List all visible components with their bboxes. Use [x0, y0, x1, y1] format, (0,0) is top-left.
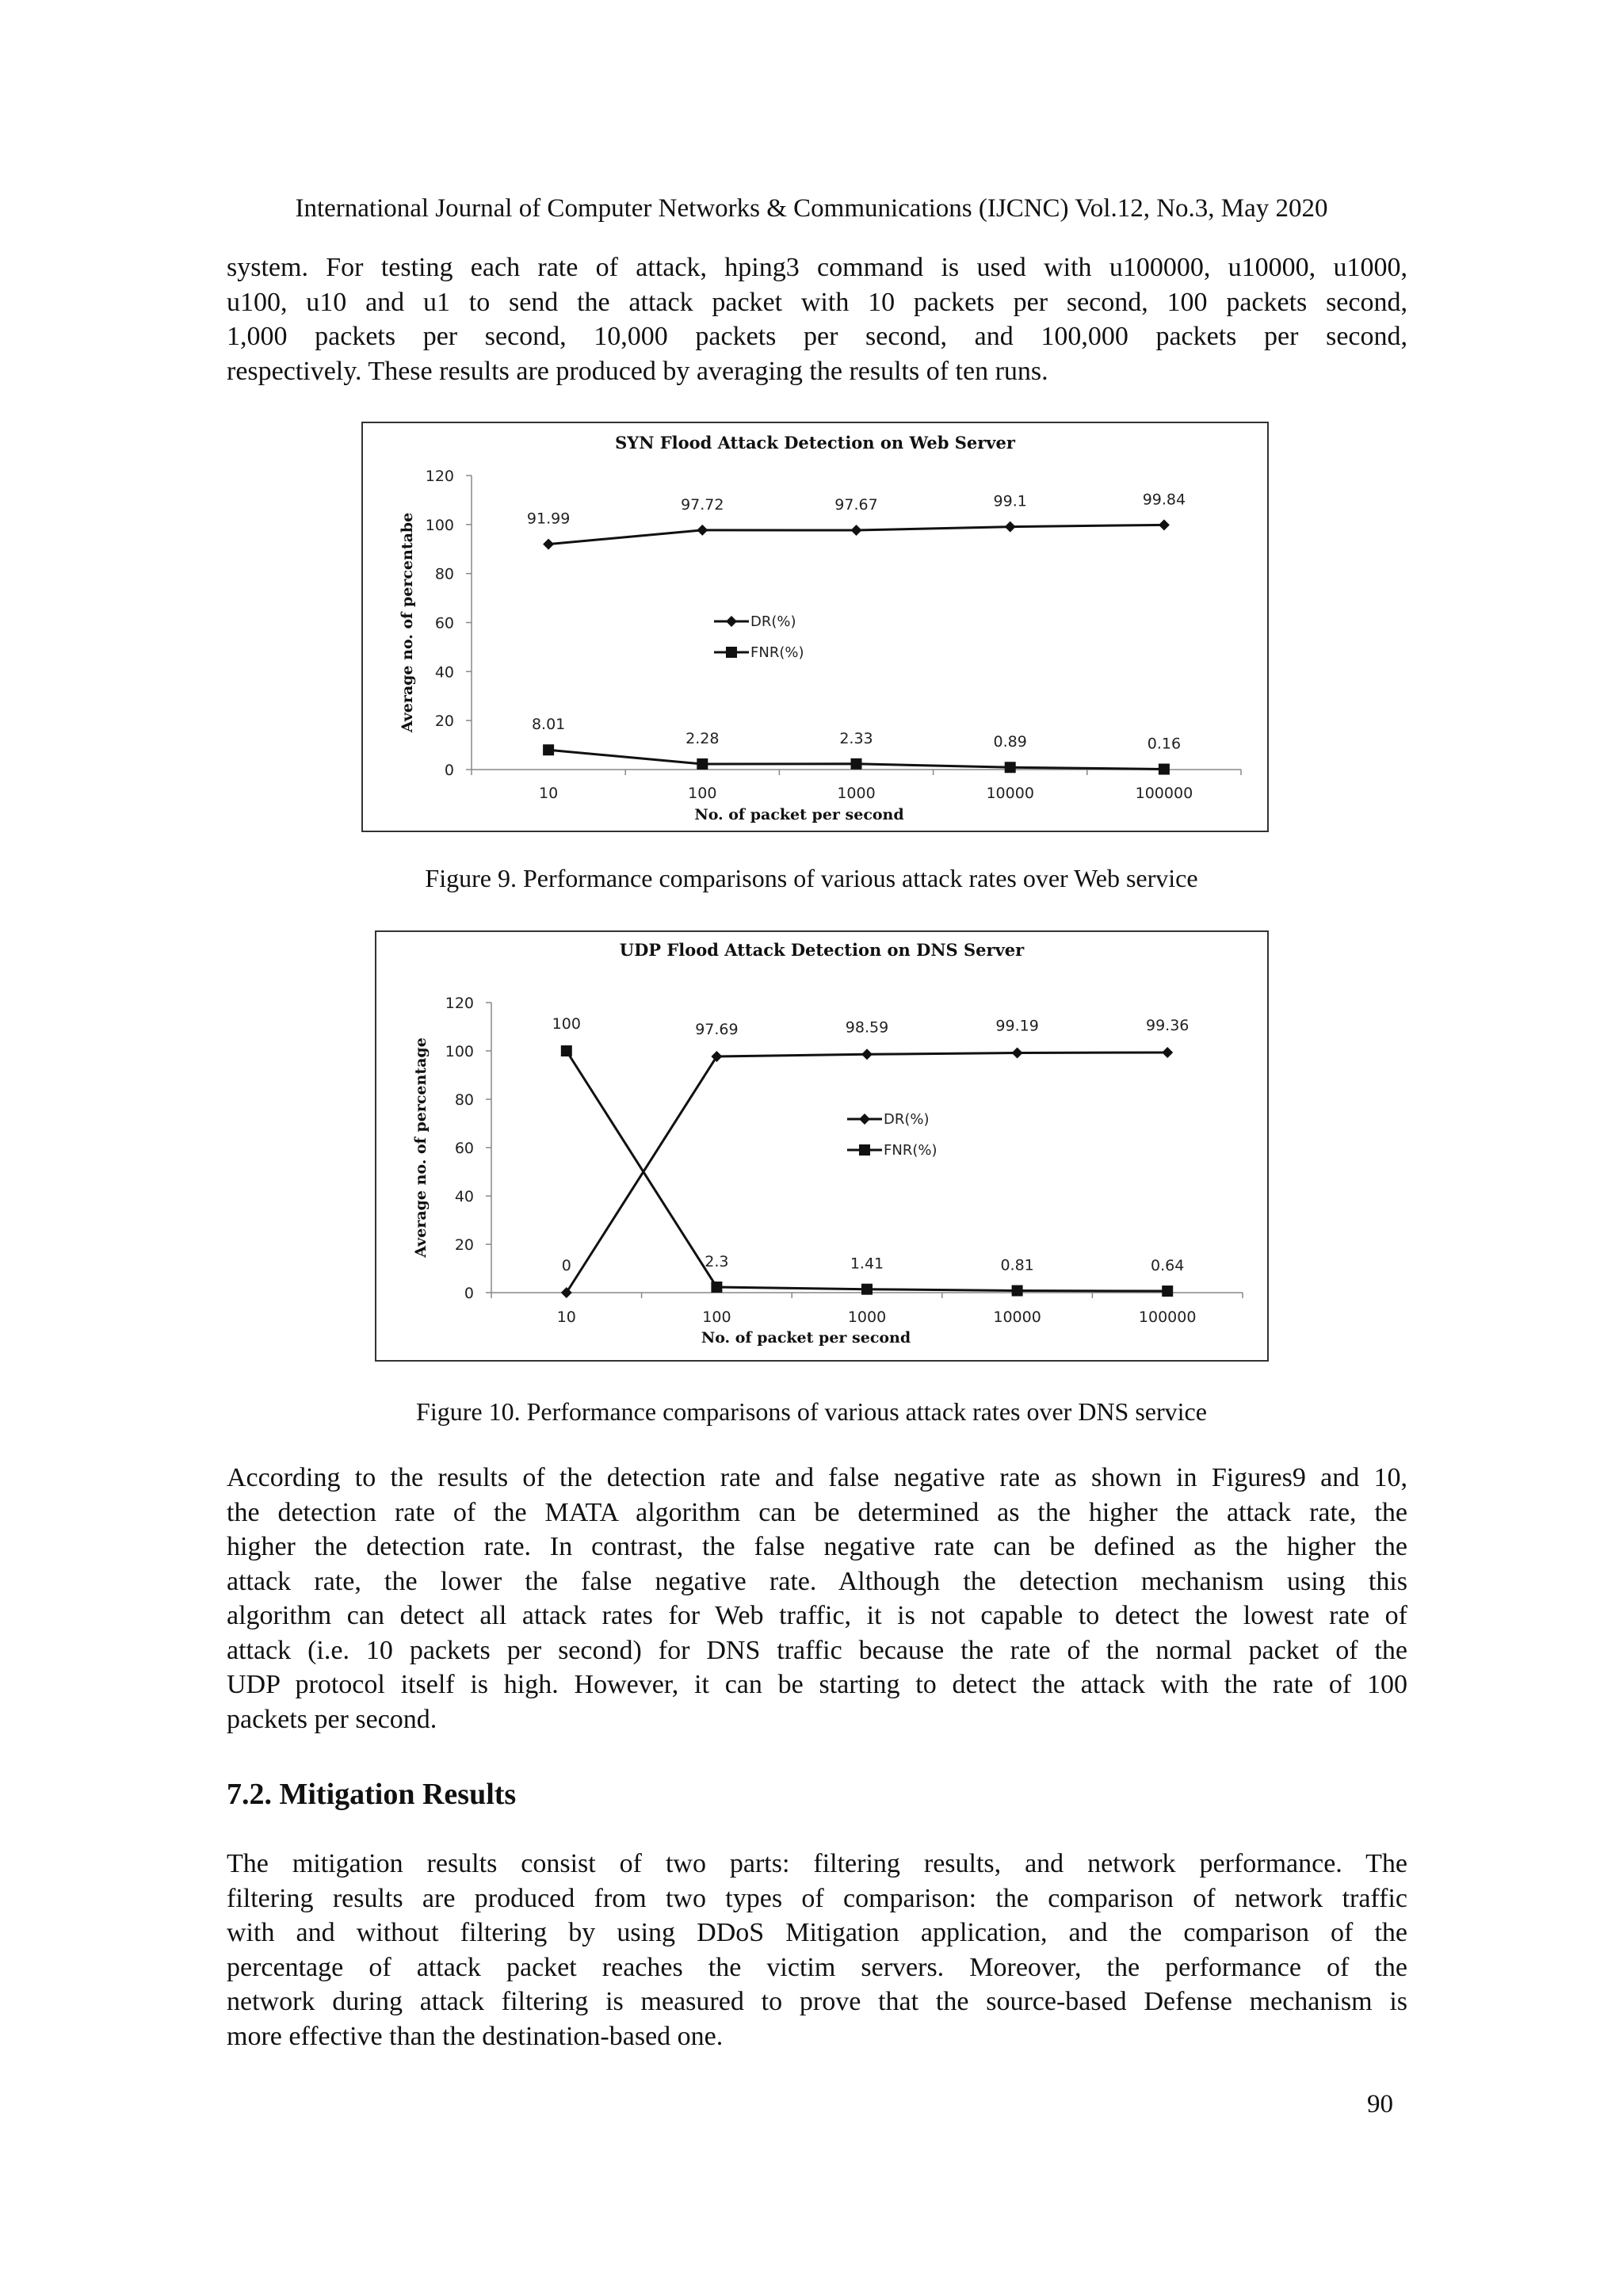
legend-marker [859, 1114, 870, 1125]
intro-line: respectively. These results are produced by averaging the results of ten runs. [227, 356, 1048, 386]
section-heading: 7.2. Mitigation Results [227, 1778, 517, 1811]
data-label: 99.19 [995, 1017, 1039, 1035]
dr-point [851, 525, 862, 536]
data-label: 98.59 [845, 1018, 889, 1037]
figure-10-caption: Figure 10. Performance comparisons of various attack rates over DNS service [416, 1397, 1207, 1426]
mitigation-line: network during attack filtering is measured to prove that the source-based Defense mechanism is [227, 1987, 1407, 2016]
data-label: 2.33 [839, 729, 873, 747]
chart-title: SYN Flood Attack Detection on Web Server [615, 433, 1015, 453]
x-axis-label: No. of packet per second [694, 806, 904, 823]
data-label: 91.99 [526, 510, 571, 528]
journal-header: International Journal of Computer Networks & Communications (IJCNC) Vol.12, No.3, May 2020 [295, 194, 1328, 223]
dr-point [697, 525, 708, 536]
figure-9-chart [361, 422, 1269, 832]
mitigation-line: with and without filtering by using DDoS Mitigation application, and the comparison of the [227, 1918, 1407, 1947]
figure-9-caption: Figure 9. Performance comparisons of various attack rates over Web service [425, 864, 1198, 892]
intro-line: 1,000 packets per second, 10,000 packets per second, and 100,000 packets per second, [227, 322, 1407, 351]
data-label: 99.84 [1142, 491, 1186, 509]
intro-line: u100, u10 and u1 to send the attack packet with 10 packets per second, 100 packets second, [227, 287, 1407, 317]
mitigation-paragraph [227, 1847, 1407, 2053]
legend-marker [726, 616, 737, 627]
y-tick-label: 20 [434, 712, 454, 731]
x-tick-label: 10 [556, 1308, 576, 1326]
data-label: 99.36 [1145, 1016, 1190, 1034]
results-line: attack rate, the lower the false negative rate. Although the detection mechanism using this [227, 1566, 1407, 1596]
data-label: 100 [552, 1015, 581, 1033]
x-tick-label: 100 [702, 1308, 731, 1326]
fnr-point [697, 758, 708, 770]
data-label: 8.01 [531, 716, 566, 734]
legend-label: FNR(%) [884, 1142, 938, 1159]
legend-label: DR(%) [750, 613, 796, 630]
dr-point [1162, 1047, 1173, 1058]
dr-point [711, 1051, 722, 1062]
results-line: packets per second. [227, 1704, 437, 1734]
results-paragraph [227, 1461, 1407, 1736]
results-line: According to the results of the detection rate and false negative rate as shown in Figures9 and 10, [227, 1463, 1407, 1492]
mitigation-line: more effective than the destination-based one. [227, 2021, 724, 2051]
fnr-point [711, 1282, 722, 1293]
results-line: UDP protocol itself is high. However, it can be starting to detect the attack with the rate of 100 [227, 1670, 1407, 1699]
x-tick-label: 1000 [837, 785, 876, 802]
data-label: 2.3 [705, 1252, 729, 1270]
data-label: 0.16 [1147, 735, 1182, 753]
fnr-point [851, 758, 862, 770]
fnr-point [861, 1284, 873, 1295]
mitigation-line: filtering results are produced from two types of comparison: the comparison of network traffic [227, 1883, 1407, 1913]
intro-paragraph [227, 250, 1407, 388]
x-tick-label: 10000 [993, 1308, 1041, 1326]
fnr-point [543, 744, 554, 755]
x-tick-label: 10000 [986, 785, 1034, 802]
data-label: 97.72 [681, 495, 724, 514]
results-line: the detection rate of the MATA algorithm can be determined as the higher the attack rate, the [227, 1497, 1407, 1527]
data-label: 0.81 [1000, 1256, 1034, 1274]
dr-point [543, 539, 554, 550]
y-tick-label: 120 [445, 995, 474, 1012]
results-line: attack (i.e. 10 packets per second) for DNS traffic because the rate of the normal packet of the [227, 1635, 1407, 1665]
fnr-point [1005, 762, 1016, 773]
y-axis-label: Average no. of percentage [412, 1037, 430, 1258]
y-tick-label: 80 [454, 1091, 474, 1109]
intro-line: system. For testing each rate of attack, hping3 command is used with u100000, u10000, u1000, [227, 253, 1407, 282]
chart-title: UDP Flood Attack Detection on DNS Server [619, 940, 1025, 960]
dr-point [1159, 519, 1170, 530]
x-tick-label: 10 [539, 785, 559, 802]
legend-marker [726, 647, 737, 658]
mitigation-line: The mitigation results consist of two parts: filtering results, and network performance. The [227, 1849, 1407, 1878]
data-label: 1.41 [850, 1255, 884, 1273]
page-number: 90 [1367, 2090, 1393, 2118]
y-tick-label: 0 [444, 762, 454, 779]
dr-point [1012, 1047, 1023, 1058]
legend-marker [859, 1144, 870, 1156]
fnr-point [1012, 1286, 1023, 1297]
udp-flood-chart-svg [376, 932, 1267, 1360]
data-label: 0.89 [993, 733, 1027, 751]
x-tick-label: 100000 [1135, 785, 1193, 802]
y-tick-label: 20 [454, 1236, 474, 1254]
dr-point [561, 1287, 572, 1298]
y-tick-label: 60 [454, 1140, 474, 1157]
y-tick-label: 0 [464, 1285, 474, 1302]
data-label: 97.67 [834, 496, 878, 514]
results-line: algorithm can detect all attack rates for Web traffic, it is not capable to detect the lowest rate of [227, 1601, 1407, 1630]
y-tick-label: 80 [434, 565, 454, 583]
data-label: 0 [561, 1257, 571, 1274]
legend-label: DR(%) [884, 1111, 930, 1128]
syn-flood-chart-svg [363, 423, 1267, 831]
y-tick-label: 120 [425, 468, 454, 485]
y-tick-label: 40 [434, 663, 454, 682]
legend-label: FNR(%) [750, 644, 804, 661]
data-label: 99.1 [993, 492, 1027, 510]
data-label: 0.64 [1151, 1257, 1185, 1275]
mitigation-line: percentage of attack packet reaches the victim servers. Moreover, the performance of the [227, 1952, 1407, 1982]
y-tick-label: 60 [434, 614, 454, 632]
fnr-point [1162, 1286, 1173, 1297]
x-tick-label: 100 [688, 785, 717, 802]
dr-point [861, 1049, 873, 1060]
figure-10-chart [375, 930, 1269, 1362]
y-tick-label: 40 [454, 1188, 474, 1205]
y-axis-label: Average no. of percentabe [399, 512, 416, 733]
x-tick-label: 1000 [847, 1308, 887, 1326]
x-axis-label: No. of packet per second [701, 1329, 911, 1347]
x-tick-label: 100000 [1138, 1308, 1197, 1326]
fnr-point [1159, 764, 1170, 775]
y-tick-label: 100 [425, 516, 454, 534]
dr-point [1005, 521, 1016, 533]
fnr-point [561, 1045, 572, 1056]
data-label: 97.69 [695, 1021, 739, 1039]
y-tick-label: 100 [445, 1043, 474, 1060]
data-label: 2.28 [685, 729, 720, 747]
results-line: higher the detection rate. In contrast, the false negative rate can be defined as the higher the [227, 1532, 1407, 1561]
